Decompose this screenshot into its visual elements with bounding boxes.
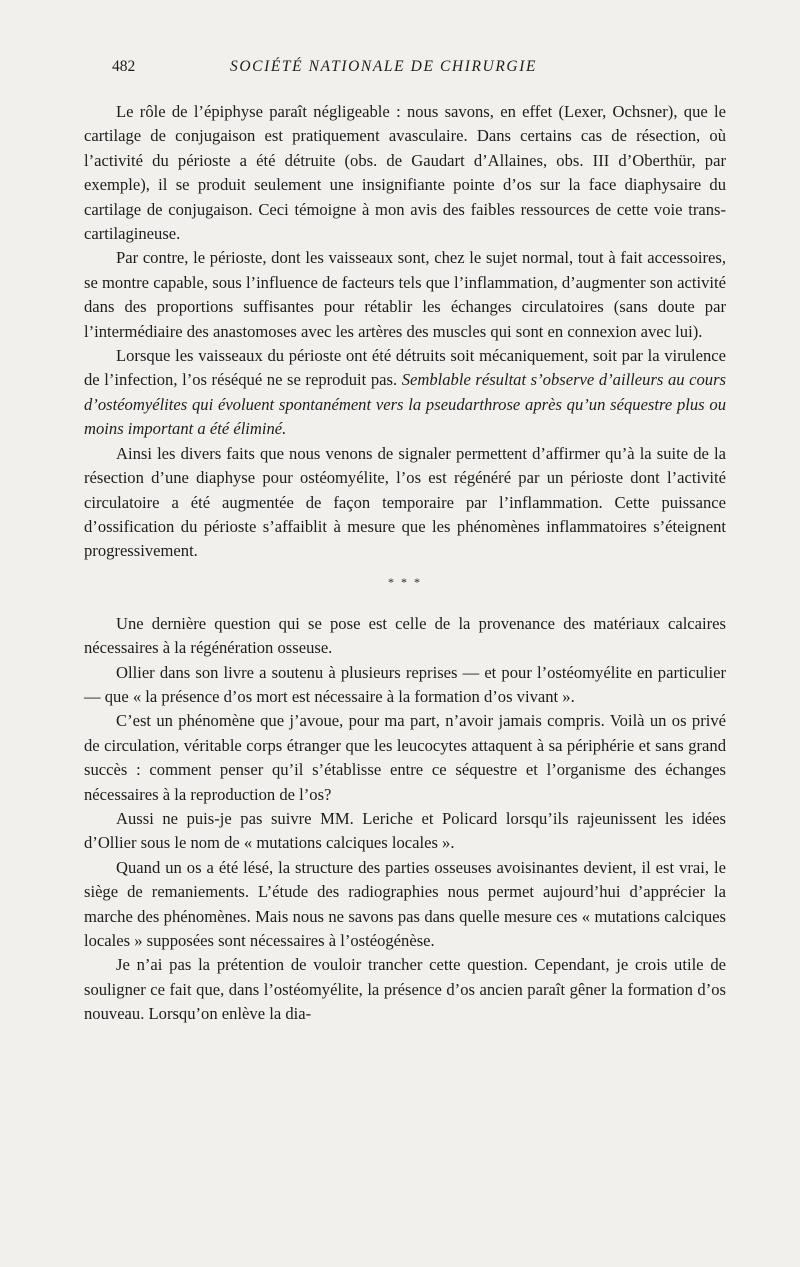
paragraph: Quand un os a été lésé, la structure des parties osseuses avoisinantes devient, il est vrai, le siège de remaniements. L’étude des radiographies nous permet aujourd’hui d’apprécier la marche des phénomènes. Mais nous ne savons pas dans quelle mesure ces « mutations calciques locales » supposées sont nécessaires à l’ostéogénèse. [84,857,726,950]
paragraph: Le rôle de l’épiphyse paraît négligeable : nous savons, en effet (Lexer, Ochsner), que le cartilage de conjugaison est pratiquement avasculaire. Dans certains cas de résection, où l’activité du périoste a été détruite (obs. de Gaudart d’Allaines, obs. III d’Oberthür, par exemple), il se produit seulement une insignifiante pointe d’os sur la face diaphysaire du cartilage de conjugaison. Ceci témoigne à mon avis des faibles ressources de cette voie trans-cartilagineuse. [84,102,726,244]
running-head: SOCIÉTÉ NATIONALE DE CHIRURGIE [230,58,538,75]
paragraph-text: Lorsque les vaisseaux du périoste ont été détruits soit mécaniquement, soit par la virulence de l’infection, l’os réséqué ne se reproduit pas. [84,346,726,390]
paragraph: Ollier dans son livre a soutenu à plusieurs reprises — et pour l’ostéomyélite en particulier — que « la présence d’os mort est nécessaire à la formation d’os vivant ». [84,662,726,706]
paragraph [84,344,726,442]
paragraph: Une dernière question qui se pose est celle de la provenance des matériaux calcaires nécessaires à la régénération osseuse. [84,613,726,658]
section-break-asterism: * * * [388,574,422,589]
article-body [84,100,726,1027]
paragraph: Aussi ne puis-je pas suivre MM. Leriche et Policard lorsqu’ils rajeunissent les idées d’Ollier sous le nom de « mutations calciques locales ». [84,808,726,853]
paragraph: Je n’ai pas la prétention de vouloir trancher cette question. Cependant, je crois utile de souligner ce fait que, dans l’ostéomyélite, la présence d’os ancien paraît gêner la formation d’os nouveau. Lorsqu’on enlève la dia- [84,955,726,1024]
italic-sentence: Semblable résultat s’observe d’ailleurs au cours d’ostéomyélites qui évoluent spontanément vers la pseudarthrose après qu’un séquestre plus ou moins important a été éliminé. [84,370,726,439]
paragraph: Par contre, le périoste, dont les vaisseaux sont, chez le sujet normal, tout à fait accessoires, se montre capable, sous l’influence de facteurs tels que l’inflammation, d’augmenter son activité dans des proportions suffisantes pour rétablir les échanges circulatoires (sans doute par l’intermédiaire des anastomoses avec les artères des muscles qui sont en connexion avec lui). [84,248,726,341]
paragraph: C’est un phénomène que j’avoue, pour ma part, n’avoir jamais compris. Voilà un os privé de circulation, véritable corps étranger que les leucocytes attaquent à sa périphérie et sans grand succès : comment penser qu’il s’établisse entre ce séquestre et l’organisme des échanges nécessaires à la reproduction de l’os? [84,711,726,804]
page-number: 482 [112,58,136,75]
page-header [112,58,712,82]
paragraph: Ainsi les divers faits que nous venons de signaler permettent d’affirmer qu’à la suite de la résection d’une diaphyse pour ostéomyélite, l’os est régénéré par un périoste dont l’activité circulatoire a été augmentée de façon temporaire par l’inflammation. Cette puissance d’ossification du périoste s’affaiblit à mesure que les phénomènes inflammatoires s’éteignent progressivement. [84,443,726,561]
